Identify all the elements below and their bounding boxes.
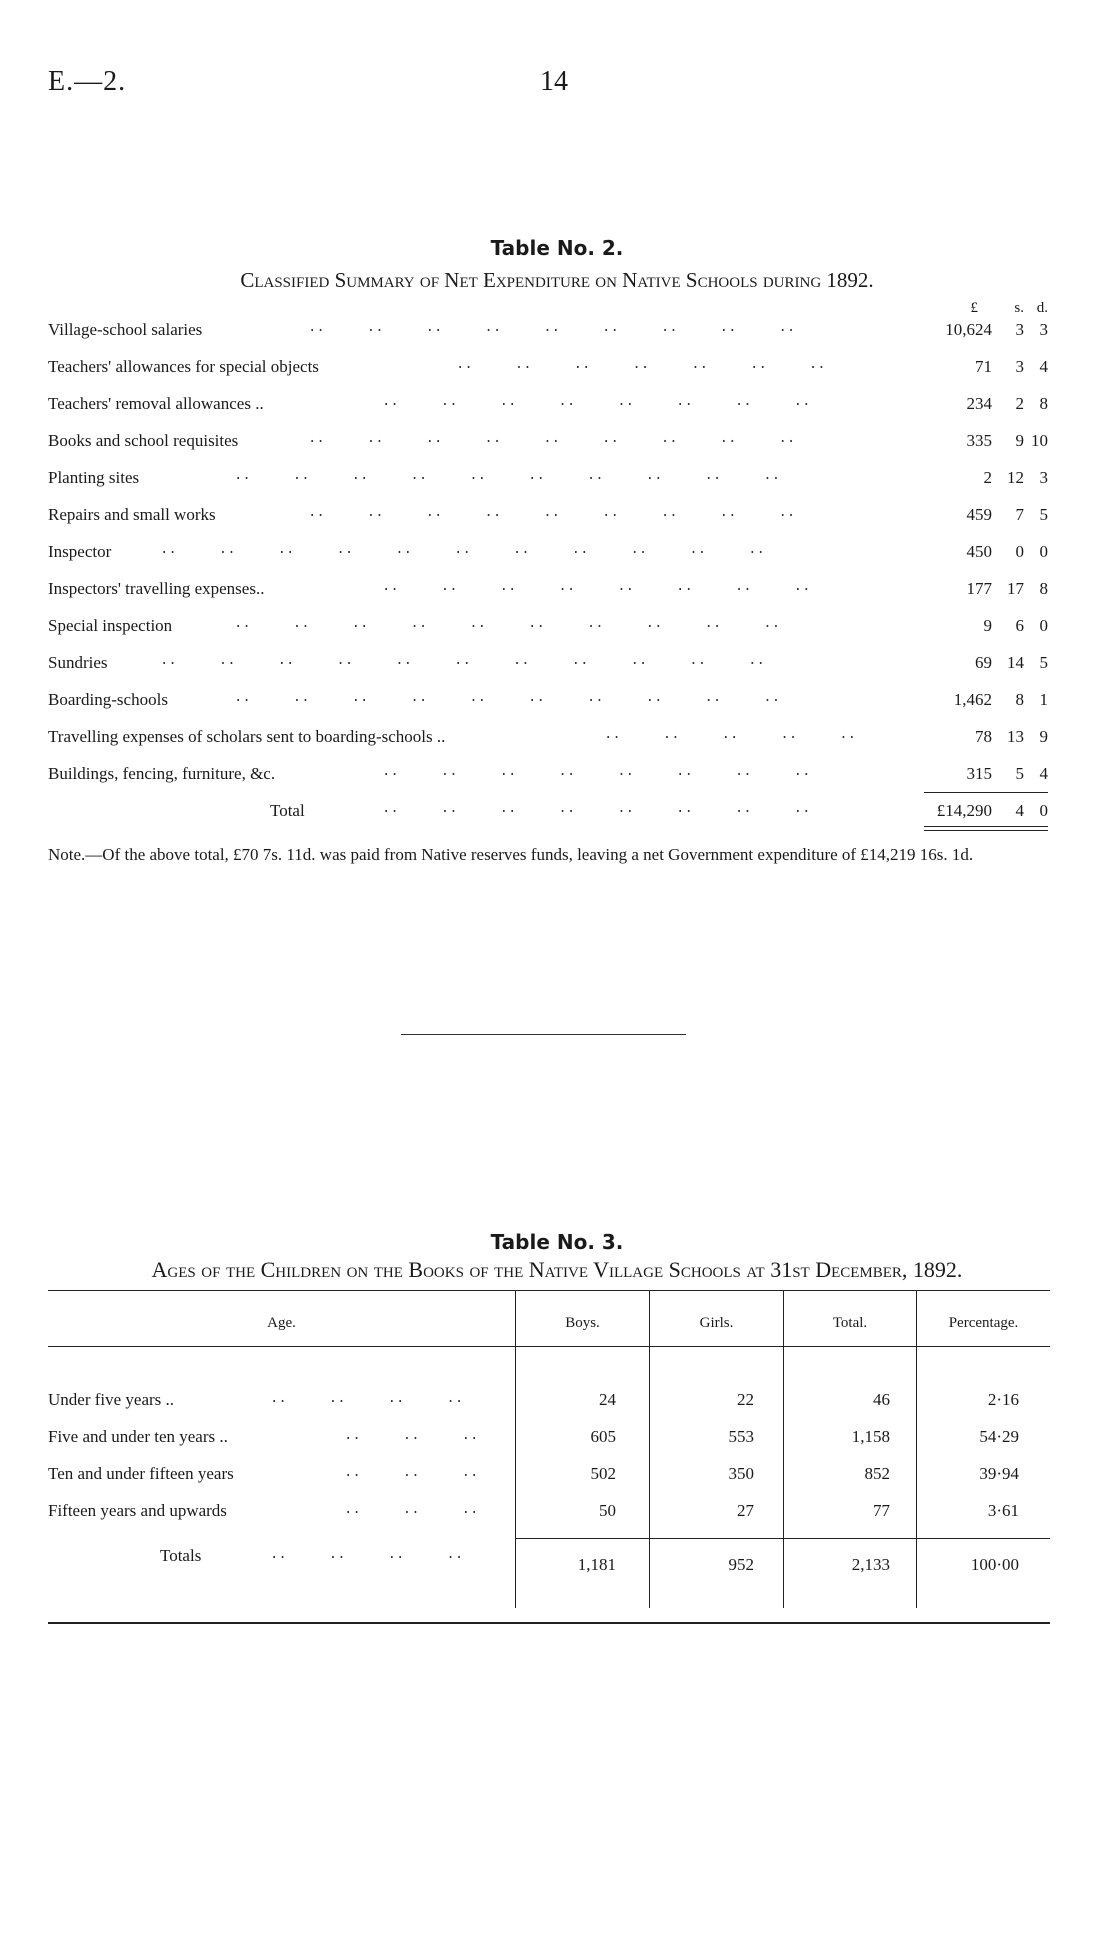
pounds-value: 335	[966, 431, 992, 450]
pounds-value: 450	[966, 542, 992, 561]
leader-dots: .. .. .. .. .. .. .. ..	[382, 801, 811, 817]
row-label: Sundries	[48, 653, 108, 672]
table3-header-rule	[48, 1346, 1050, 1347]
pence-value: 8	[1039, 579, 1048, 598]
girls-value: 350	[728, 1464, 754, 1483]
row-label: Planting sites	[48, 468, 140, 487]
age-label: Five and under ten years ..	[48, 1427, 228, 1446]
leader-dots: .. .. .. .. .. .. ..	[456, 357, 826, 373]
totals-label: Totals	[160, 1546, 202, 1565]
leader-dots: .. .. .. .. .. .. .. .. ..	[308, 505, 796, 521]
pounds-value: 10,624	[945, 320, 992, 339]
table2-row	[48, 394, 1048, 422]
pence-value: 10	[1031, 431, 1048, 450]
table2-row	[48, 505, 1048, 533]
col-head-girls: Girls.	[699, 1315, 734, 1331]
shillings-value: 8	[1015, 690, 1024, 709]
leader-dots: .. .. .. .. .. .. .. .. ..	[308, 320, 796, 336]
row-label: Teachers' removal allowances ..	[48, 394, 264, 413]
pounds-value: 234	[966, 394, 992, 413]
row-label: Teachers' allowances for special objects	[48, 357, 319, 376]
unit-pounds: £	[970, 300, 978, 316]
row-label: Inspectors' travelling expenses..	[48, 579, 265, 598]
leader-dots: .. .. .. ..	[270, 1391, 464, 1407]
table2-row	[48, 727, 1048, 755]
pounds-value: 9	[983, 616, 992, 635]
table2-row	[48, 431, 1048, 459]
leader-dots: .. .. .. .. .. .. .. ..	[382, 394, 811, 410]
totals-percentage: 100·00	[970, 1555, 1019, 1574]
percentage-value: 2·16	[987, 1390, 1019, 1409]
pence-value: 9	[1039, 727, 1048, 746]
table2-total-row	[48, 801, 1048, 829]
age-label: Under five years ..	[48, 1390, 175, 1409]
pounds-value: 78	[975, 727, 992, 746]
shillings-value: 7	[1015, 505, 1024, 524]
table3-title: Table No. 3.	[490, 1230, 624, 1254]
pence-value: 3	[1039, 468, 1048, 487]
table2-note: Note.—Of the above total, £70 7s. 11d. was paid from Native reserves funds, leaving a net Government expenditure of £14,219 16s. 1d.	[48, 845, 974, 864]
total-pence: 0	[1039, 801, 1048, 820]
shillings-value: 2	[1015, 394, 1024, 413]
table3-subtitle: Ages of the Children on the Books of the Native Village Schools at 31st December, 1892.	[151, 1257, 963, 1282]
total-double-rule	[924, 830, 1048, 831]
col-head-age: Age.	[267, 1315, 296, 1331]
leader-dots: .. .. .. .. .. .. .. ..	[382, 579, 811, 595]
total-value: 77	[873, 1501, 890, 1520]
table2-row	[48, 468, 1048, 496]
pence-value: 8	[1039, 394, 1048, 413]
shillings-value: 6	[1015, 616, 1024, 635]
col-head-boys: Boys.	[565, 1315, 600, 1331]
table2-title: Table No. 2.	[490, 236, 624, 260]
pounds-value: 71	[975, 357, 992, 376]
table2-subtitle: Classified Summary of Net Expenditure on Native Schools during 1892.	[240, 268, 874, 292]
pence-value: 0	[1039, 542, 1048, 561]
pounds-value: 69	[975, 653, 992, 672]
table3-body	[48, 1290, 1050, 1630]
total-label: Total	[270, 801, 305, 820]
row-label: Travelling expenses of scholars sent to boarding-schools ..	[48, 727, 446, 746]
table2-units	[908, 300, 1048, 320]
girls-value: 553	[728, 1427, 754, 1446]
shillings-value: 12	[1007, 468, 1024, 487]
girls-value: 27	[737, 1501, 754, 1520]
pounds-value: 459	[966, 505, 992, 524]
total-double-rule	[924, 826, 1048, 827]
series-code: E.—2.	[48, 66, 127, 97]
total-top-rule	[924, 792, 1048, 793]
leader-dots: .. .. .. .. .. .. .. .. .. ..	[234, 690, 781, 706]
section-separator	[401, 1034, 686, 1035]
leader-dots: .. .. .. .. .. .. .. .. .. ..	[234, 616, 781, 632]
leader-dots: .. .. .. .. .. .. .. .. ..	[308, 431, 796, 447]
unit-pence: d.	[1036, 300, 1048, 316]
total-value: 852	[864, 1464, 890, 1483]
unit-shillings: s.	[1014, 300, 1024, 316]
boys-value: 50	[599, 1501, 616, 1520]
total-shillings: 4	[1015, 801, 1024, 820]
pounds-value: 1,462	[953, 690, 992, 709]
total-pounds: £14,290	[936, 801, 992, 820]
boys-value: 502	[590, 1464, 616, 1483]
row-label: Repairs and small works	[48, 505, 216, 524]
pounds-value: 177	[966, 579, 992, 598]
leader-dots: .. .. .. .. .. .. .. ..	[382, 764, 811, 780]
table2-row	[48, 653, 1048, 681]
table2-row	[48, 764, 1048, 792]
total-value: 1,158	[851, 1427, 890, 1446]
leader-dots: .. .. .. .. ..	[604, 727, 857, 743]
leader-dots: .. .. ..	[344, 1428, 479, 1444]
leader-dots: .. .. .. .. .. .. .. .. .. .. ..	[160, 653, 765, 669]
table3-top-rule	[48, 1290, 1050, 1291]
totals-girls: 952	[728, 1555, 754, 1574]
girls-value: 22	[737, 1390, 754, 1409]
leader-dots: .. .. .. .. .. .. .. .. .. .. ..	[160, 542, 765, 558]
age-label: Ten and under fifteen years	[48, 1464, 234, 1483]
shillings-value: 0	[1015, 542, 1024, 561]
table2-row	[48, 320, 1048, 348]
shillings-value: 3	[1015, 357, 1024, 376]
percentage-value: 39·94	[979, 1464, 1019, 1483]
shillings-value: 14	[1007, 653, 1024, 672]
row-label: Buildings, fencing, furniture, &c.	[48, 764, 276, 783]
age-label: Fifteen years and upwards	[48, 1501, 227, 1520]
pence-value: 5	[1039, 505, 1048, 524]
leader-dots: .. .. .. ..	[270, 1547, 464, 1563]
table2-row	[48, 357, 1048, 385]
row-label: Village-school salaries	[48, 320, 203, 339]
page-number: 14	[540, 66, 568, 97]
table2-row	[48, 579, 1048, 607]
shillings-value: 5	[1015, 764, 1024, 783]
pence-value: 5	[1039, 653, 1048, 672]
col-head-percentage: Percentage.	[948, 1315, 1019, 1331]
pence-value: 1	[1039, 690, 1048, 709]
table2-row	[48, 690, 1048, 718]
pounds-value: 2	[983, 468, 992, 487]
table2-row	[48, 542, 1048, 570]
pounds-value: 315	[966, 764, 992, 783]
boys-value: 24	[599, 1390, 616, 1409]
shillings-value: 17	[1007, 579, 1024, 598]
row-label: Boarding-schools	[48, 690, 168, 709]
total-value: 46	[873, 1390, 890, 1409]
pence-value: 4	[1039, 764, 1048, 783]
percentage-value: 54·29	[979, 1427, 1019, 1446]
pence-value: 4	[1039, 357, 1048, 376]
percentage-value: 3·61	[987, 1501, 1019, 1520]
col-head-total: Total.	[832, 1315, 868, 1331]
leader-dots: .. .. ..	[344, 1465, 479, 1481]
totals-boys: 1,181	[577, 1555, 616, 1574]
leader-dots: .. .. ..	[344, 1502, 479, 1518]
shillings-value: 3	[1015, 320, 1024, 339]
row-label: Inspector	[48, 542, 112, 561]
pence-value: 0	[1039, 616, 1048, 635]
table3-bottom-rule	[48, 1622, 1050, 1624]
leader-dots: .. .. .. .. .. .. .. .. .. ..	[234, 468, 781, 484]
table2-row	[48, 616, 1048, 644]
row-label: Books and school requisites	[48, 431, 239, 450]
boys-value: 605	[590, 1427, 616, 1446]
row-label: Special inspection	[48, 616, 173, 635]
shillings-value: 13	[1007, 727, 1024, 746]
totals-total: 2,133	[851, 1555, 890, 1574]
shillings-value: 9	[1015, 431, 1024, 450]
pence-value: 3	[1039, 320, 1048, 339]
